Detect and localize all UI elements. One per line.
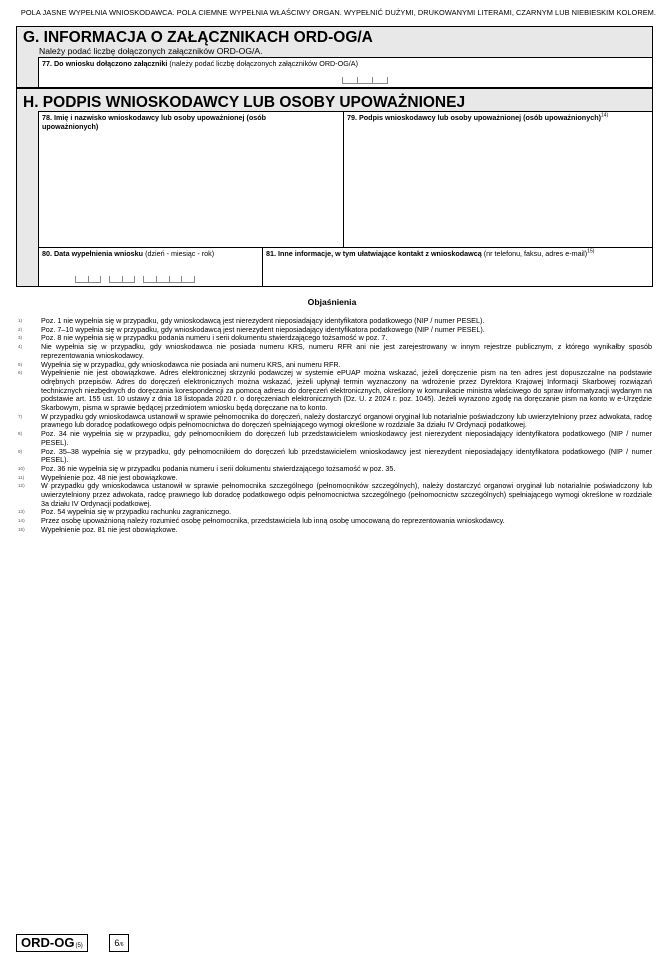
note-12: 12) W przypadku gdy wnioskodawca ustanowił w sprawie pełnomocnika szczególnego (pełnomocników szczególnych), należy dostarczyć organowi oryginał lub notarialnie poświadczony lub uwierzytelniony przez adwokata, radcę prawnego lub doradcę podatkowego odpis pełnomocnictwa szczególnego (pełnomocnictw szczególnych) spełniającego wymogi określone w rozdziale 3a działu IV Ordynacji podatkowej. [18, 481, 652, 508]
field-77-hint: (należy podać liczbę dołączonych załączników ORD-OG/A) [169, 59, 358, 68]
explanations-title: Objaśnienia [307, 297, 357, 307]
section-h [16, 88, 653, 287]
date-day-input[interactable] [75, 276, 101, 283]
form-instructions: POLA JASNE WYPEŁNIA WNIOSKODAWCA. POLA CIEMNE WYPEŁNIA WŁAŚCIWY ORGAN. WYPEŁNIĆ DUŻYMI, DRUKOWANYMI LITERAMI, CZARNYM LUB NIEBIESKIM KOLOREM. [20, 8, 656, 17]
note-15: 15) Wypełnienie poz. 81 nie jest obowiązkowe. [18, 524, 178, 534]
page-total: /6 [119, 942, 124, 948]
page-number [109, 934, 129, 952]
section-h-title: H. PODPIS WNIOSKODAWCY LUB OSOBY UPOWAŻNIONEJ [23, 94, 466, 111]
field-81-label: 81. Inne informacje, w tym ułatwiające kontakt z wnioskodawcą (nr telefonu, faksu, adres e-mail)$^{15)}$ [266, 248, 595, 258]
field-81-hint: (nr telefonu, faksu, adres e-mail) [483, 249, 588, 258]
date-year-input[interactable] [143, 276, 195, 283]
note-2: 2) Poz. 7–10 wypełnia się w przypadku, gdy wnioskodawcą jest nierezydent nieposiadający identyfikatora podatkowego (NIP / numer PESEL). [18, 324, 485, 334]
section-g [16, 26, 653, 88]
field-79-label: 79. Podpis wnioskodawcy lub osoby upoważnionej (osób upoważnionych)$^{14)}$ [347, 112, 609, 122]
field-78-label: 78. Imię i nazwisko wnioskodawcy lub osoby upoważnionej (osób upoważnionych) [42, 113, 267, 131]
note-3: 3) Poz. 8 nie wypełnia się w przypadku podania numeru i serii dokumentu stwierdzającego tożsamość w poz. 7. [18, 333, 388, 343]
form-code-badge [16, 934, 88, 952]
note-5: 5) Wypełnia się w przypadku, gdy wnioskodawca nie posiada ani numeru KRS, ani numeru RFR. [18, 359, 341, 369]
page-current: 6 [114, 938, 120, 948]
form-code: ORD-OG [21, 935, 75, 950]
field-79-box[interactable] [343, 111, 653, 248]
explanations-list [16, 317, 652, 535]
note-8: 8) Poz. 34 nie wypełnia się w przypadku, gdy pełnomocnikiem do doręczeń lub przedstawicielem wnioskodawcy jest nierezydent nieposiadający identyfikatora podatkowego (NIP / numer PESEL). [18, 429, 652, 447]
field-81-box[interactable] [262, 247, 653, 287]
field-80-box [38, 247, 263, 287]
form-version: (5) [75, 943, 83, 949]
section-g-title: G. INFORMACJA O ZAŁĄCZNIKACH ORD-OG/A [23, 29, 373, 46]
section-g-subtitle: Należy podać liczbę dołączonych załączników ORD-OG/A. [39, 46, 263, 56]
field-77-box [38, 57, 653, 88]
note-7: 7) W przypadku gdy wnioskodawca ustanowił w sprawie pełnomocnika do doręczeń, należy dostarczyć organowi oryginał lub notarialnie poświadczony lub uwierzytelniony przez adwokata, radcę prawnego lub doradcę podatkowego odpis pełnomocnictwa do doręczeń spełniającego wymogi określone w rozdziale 3a działu IV Ordynacji podatkowej. [18, 411, 652, 430]
note-9: 9) Poz. 35–38 wypełnia się w przypadku, gdy pełnomocnikiem do doręczeń lub przedstawicielem wnioskodawcy jest nierezydent nieposiadający identyfikatora podatkowego (NIP / numer PESEL). [18, 446, 652, 465]
field-80-label: 80. Data wypełnienia wniosku (dzień - miesiąc - rok) [42, 249, 215, 258]
note-1: 1) Poz. 1 nie wypełnia się w przypadku, gdy wnioskodawcą jest nierezydent nieposiadający identyfikatora podatkowego (NIP / numer PESEL). [18, 316, 485, 325]
note-4: 4) Nie wypełnia się w przypadku, gdy wnioskodawca nie posiada numeru KRS, numeru RFR ani nie jest zarejestrowany w innym rejestrze publicznym, z którego wynikałby sposób reprezentowania wnioskodawcy. [18, 342, 652, 360]
field-78-box[interactable] [38, 111, 344, 248]
attachments-count-input[interactable] [342, 77, 388, 84]
field-77-label: 77. Do wniosku dołączono załączniki (należy podać liczbę dołączonych załączników ORD-OG/A) [42, 59, 358, 68]
note-10: 10) Poz. 36 nie wypełnia się w przypadku podania numeru i serii dokumentu stwierdzającego tożsamość w poz. 35. [18, 463, 396, 473]
note-6: 6) Wypełnienie nie jest obowiązkowe. Adres elektronicznej skrzynki podawczej w systemie ePUAP można wskazać, jeżeli doręczenie pism na ten adres jest dopuszczalne na podstawie odrębnych przepisów. Adres do doręczeń elektronicznych można wskazać, jeżeli upłynął termin wyznaczony na wdrożenie przez Dyrektora Krajowej Informacji Skarbowej rozwiązań technicznych niezbędnych do doręczania korespondencji za pomocą adresu do doręczeń elektronicznych, określony w komunikacie ministra właściwego do spraw informatyzacji wydanym na podstawie art. 155 ust. 10 ustawy z dnia 18 listopada 2020 r. o doręczeniach elektronicznych (Dz. U. z 2024 r. poz. 1045). Jeżeli wyrazono zgodę na doręczanie pism na konto w e-Urzędzie Skarbowym, pisma w sprawie będącej przedmiotem wniosku będą doręczane na to konto. [18, 368, 652, 413]
note-ref-14: 14) [600, 112, 609, 119]
note-ref-15: 15) [587, 248, 595, 255]
note-11: 11) Wypełnienie poz. 48 nie jest obowiązkowe. [18, 472, 178, 482]
note-13: 13) Poz. 54 wypełnia się w przypadku rachunku zagranicznego. [18, 507, 232, 517]
date-month-input[interactable] [109, 276, 135, 283]
note-14: 14) Przez osobę upoważnioną należy rozumieć osobę pełnomocnika, przedstawiciela lub inną osobę umocowaną do reprezentowania wnioskodawcy. [18, 516, 505, 526]
field-80-hint: (dzień - miesiąc - rok) [145, 249, 215, 258]
